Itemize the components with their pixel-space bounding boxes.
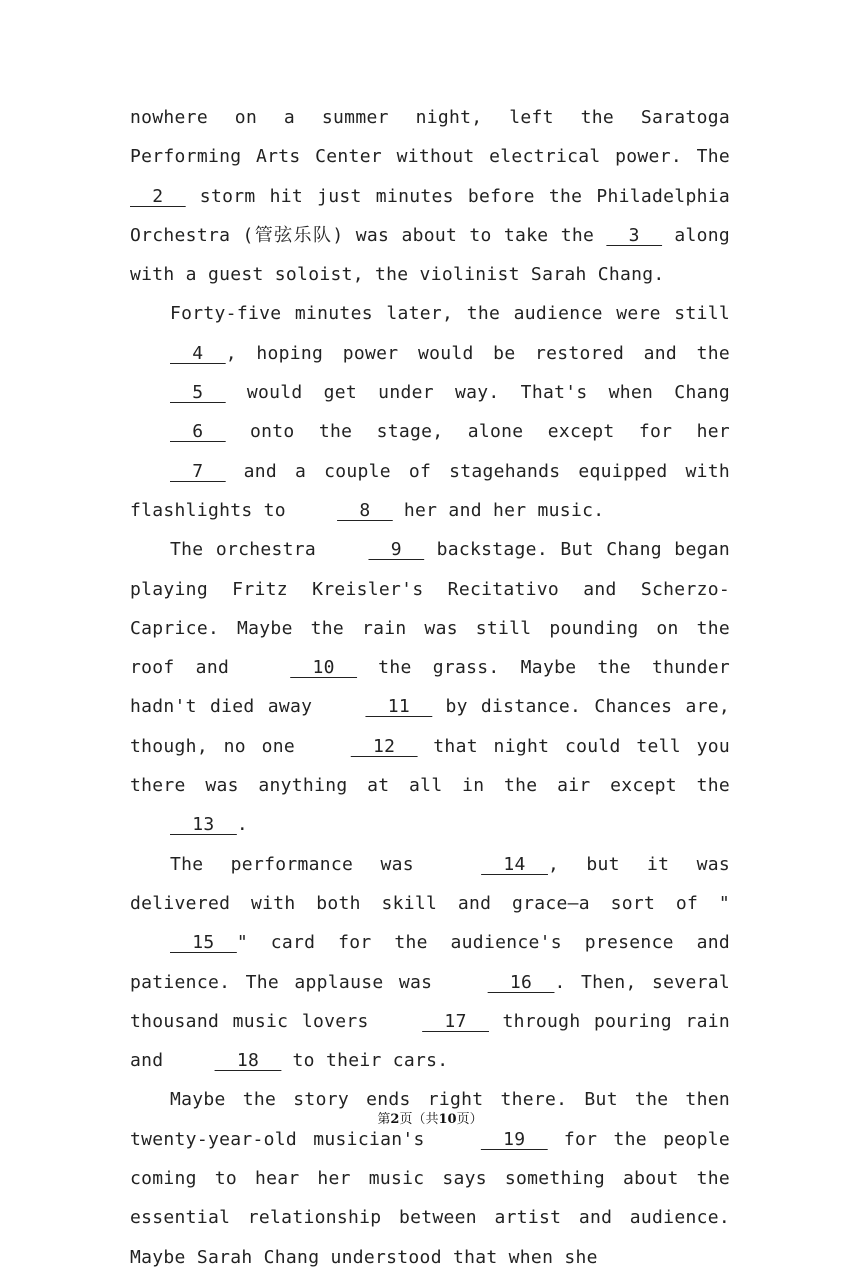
blank-16: 16 bbox=[487, 971, 555, 993]
blank-11: 11 bbox=[365, 696, 433, 718]
text-run: to their cars. bbox=[281, 1050, 449, 1072]
text-run: " card for the audience's presence and patience. The applause was bbox=[130, 932, 730, 993]
footer-suffix: 页） bbox=[456, 1112, 483, 1127]
text-run: by distance. Chances are, though, no one bbox=[130, 696, 731, 757]
text-run: storm hit just minutes before the Philadelphia Orchestra (管弦乐队) was about to take the bbox=[130, 185, 730, 246]
text-run: that night could tell you there was anything at all in the air except the bbox=[130, 735, 730, 797]
text-run: . bbox=[236, 814, 248, 836]
blank-13: 13 bbox=[170, 814, 237, 836]
blank-15: 15 bbox=[170, 932, 237, 954]
text-run: for the people coming to hear her music says something about the essential relationship between artist and audience. Maybe Sarah Chang understood that when she bbox=[130, 1128, 730, 1268]
paragraph-1 bbox=[130, 98, 730, 294]
text-run: her and her music. bbox=[392, 499, 605, 521]
footer-middle: 页（共 bbox=[399, 1112, 439, 1127]
text-run: the grass. Maybe the thunder hadn't died away bbox=[130, 657, 730, 718]
text-run: would get under way. That's when Chang bbox=[225, 382, 730, 404]
text-run: nowhere on a summer night, left the Saratoga Performing Arts Center without electrical power. The bbox=[130, 107, 730, 168]
blank-8: 8 bbox=[337, 499, 393, 521]
text-run: through pouring rain and bbox=[130, 1010, 730, 1072]
text-run: . Then, several thousand music lovers bbox=[130, 971, 730, 1032]
blank-9: 9 bbox=[368, 539, 425, 561]
text-run: The orchestra bbox=[170, 539, 329, 561]
blank-10: 10 bbox=[290, 657, 358, 679]
text-run: , hoping power would be restored and the bbox=[225, 342, 730, 364]
page-total: 10 bbox=[438, 1112, 457, 1127]
passage-body bbox=[130, 98, 730, 1277]
blank-12: 12 bbox=[350, 735, 418, 757]
blank-7: 7 bbox=[170, 460, 226, 482]
text-run: along with a guest soloist, the violinist Sarah Chang. bbox=[130, 224, 730, 286]
text-run: Forty-five minutes later, the audience were still bbox=[170, 303, 730, 325]
text-run: onto the stage, alone except for her bbox=[225, 421, 730, 443]
blank-4: 4 bbox=[170, 342, 226, 364]
footer-prefix: 第 bbox=[377, 1112, 391, 1127]
text-run: backstage. But Chang began playing Fritz Kreisler's Recitativo and Scherzo-Caprice. Maybe the rain was still pounding on the roof and bbox=[130, 539, 730, 679]
paragraph-2 bbox=[130, 294, 730, 530]
text-run: The performance was bbox=[170, 853, 442, 875]
blank-18: 18 bbox=[214, 1050, 282, 1072]
blank-14: 14 bbox=[481, 853, 548, 875]
text-run: and a couple of stagehands equipped with flashlights to bbox=[130, 460, 730, 521]
blank-5: 5 bbox=[170, 382, 226, 404]
blank-3: 3 bbox=[606, 224, 663, 246]
page-number: 2 bbox=[390, 1112, 400, 1127]
blank-6: 6 bbox=[170, 421, 226, 443]
paragraph-3 bbox=[130, 530, 730, 844]
text-run: , but it was delivered with both skill and grace—a sort of " bbox=[130, 853, 730, 914]
paragraph-4 bbox=[130, 845, 730, 1081]
blank-2: 2 bbox=[130, 185, 186, 207]
text-run: Maybe the story ends right there. But the then twenty-year-old musician's bbox=[130, 1089, 730, 1150]
blank-19: 19 bbox=[480, 1128, 548, 1150]
blank-17: 17 bbox=[422, 1010, 489, 1032]
page-footer bbox=[0, 1108, 860, 1127]
